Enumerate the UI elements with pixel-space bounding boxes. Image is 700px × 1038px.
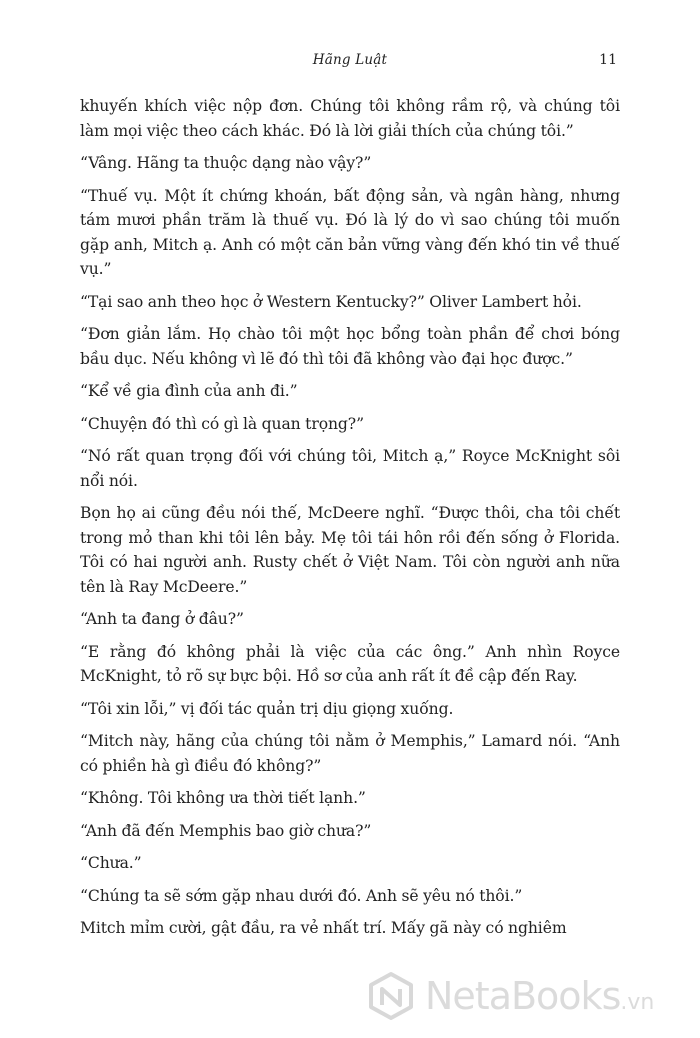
paragraph: “Nó rất quan trọng đối với chúng tôi, Mitch ạ,” Royce McKnight sôi nổi nói. xyxy=(80,447,620,490)
paragraph: “Anh ta đang ở đâu?” xyxy=(80,610,244,628)
paragraph: “Thuế vụ. Một ít chứng khoán, bất động sản, và ngân hàng, nhưng tám mươi phần trăm là thuế vụ. Đó là lý do vì sao chúng tôi muốn gặp anh, Mitch ạ. Anh có một căn bản vững vàng đến khó tin về thuế vụ.” xyxy=(80,186,620,278)
paragraph: “Tôi xin lỗi,” vị đối tác quản trị dịu giọng xuống. xyxy=(80,699,454,718)
paragraph: “Anh đã đến Memphis bao giờ chưa?” xyxy=(80,821,372,840)
paragraph: “Mitch này, hãng của chúng tôi nằm ở Memphis,” Lamard nói. “Anh có phiền hà gì điều đó không?” xyxy=(80,732,620,775)
body-text xyxy=(80,94,620,949)
paragraph: “Chúng ta sẽ sớm gặp nhau dưới đó. Anh sẽ yêu nó thôi.” xyxy=(80,886,523,905)
paragraph: “Đơn giản lắm. Họ chào tôi một học bổng toàn phần để chơi bóng bầu dục. Nếu không vì lẽ đó thì tôi đã không vào đại học được.” xyxy=(80,325,620,368)
paragraph: “Kể về gia đình của anh đi.” xyxy=(80,382,298,400)
paragraph: “Không. Tôi không ưa thời tiết lạnh.” xyxy=(80,789,366,807)
running-title: Hãng Luật xyxy=(312,52,388,68)
watermark-brand: NetaBooks xyxy=(425,974,621,1018)
page-number: 11 xyxy=(599,52,617,68)
paragraph: khuyến khích việc nộp đơn. Chúng tôi không rầm rộ, và chúng tôi làm mọi việc theo cách khác. Đó là lời giải thích của chúng tôi.” xyxy=(80,97,620,140)
paragraph: “Vâng. Hãng ta thuộc dạng nào vậy?” xyxy=(80,154,372,172)
paragraph: “Chưa.” xyxy=(80,854,142,872)
paragraph: “Tại sao anh theo học ở Western Kentucky?” Oliver Lambert hỏi. xyxy=(80,292,582,311)
watermark-text xyxy=(425,974,654,1025)
netabooks-logo-icon xyxy=(365,970,417,1022)
watermark xyxy=(365,968,685,1024)
paragraph: “Chuyện đó thì có gì là quan trọng?” xyxy=(80,414,364,433)
running-header xyxy=(0,52,700,72)
paragraph: “E rằng đó không phải là việc của các ông.” Anh nhìn Royce McKnight, tỏ rõ sự bực bội. Hồ sơ của anh rất ít đề cập đến Ray. xyxy=(80,642,620,685)
paragraph: Mitch mỉm cười, gật đầu, ra vẻ nhất trí. Mấy gã này có nghiêm xyxy=(80,919,567,937)
watermark-domain: .vn xyxy=(620,990,655,1015)
paragraph: Bọn họ ai cũng đều nói thế, McDeere nghĩ. “Được thôi, cha tôi chết trong mỏ than khi tôi lên bảy. Mẹ tôi tái hôn rồi đến sống ở Florida. Tôi có hai người anh. Rusty chết ở Việt Nam. Tôi còn người anh nữa tên là Ray McDeere.” xyxy=(80,504,620,596)
